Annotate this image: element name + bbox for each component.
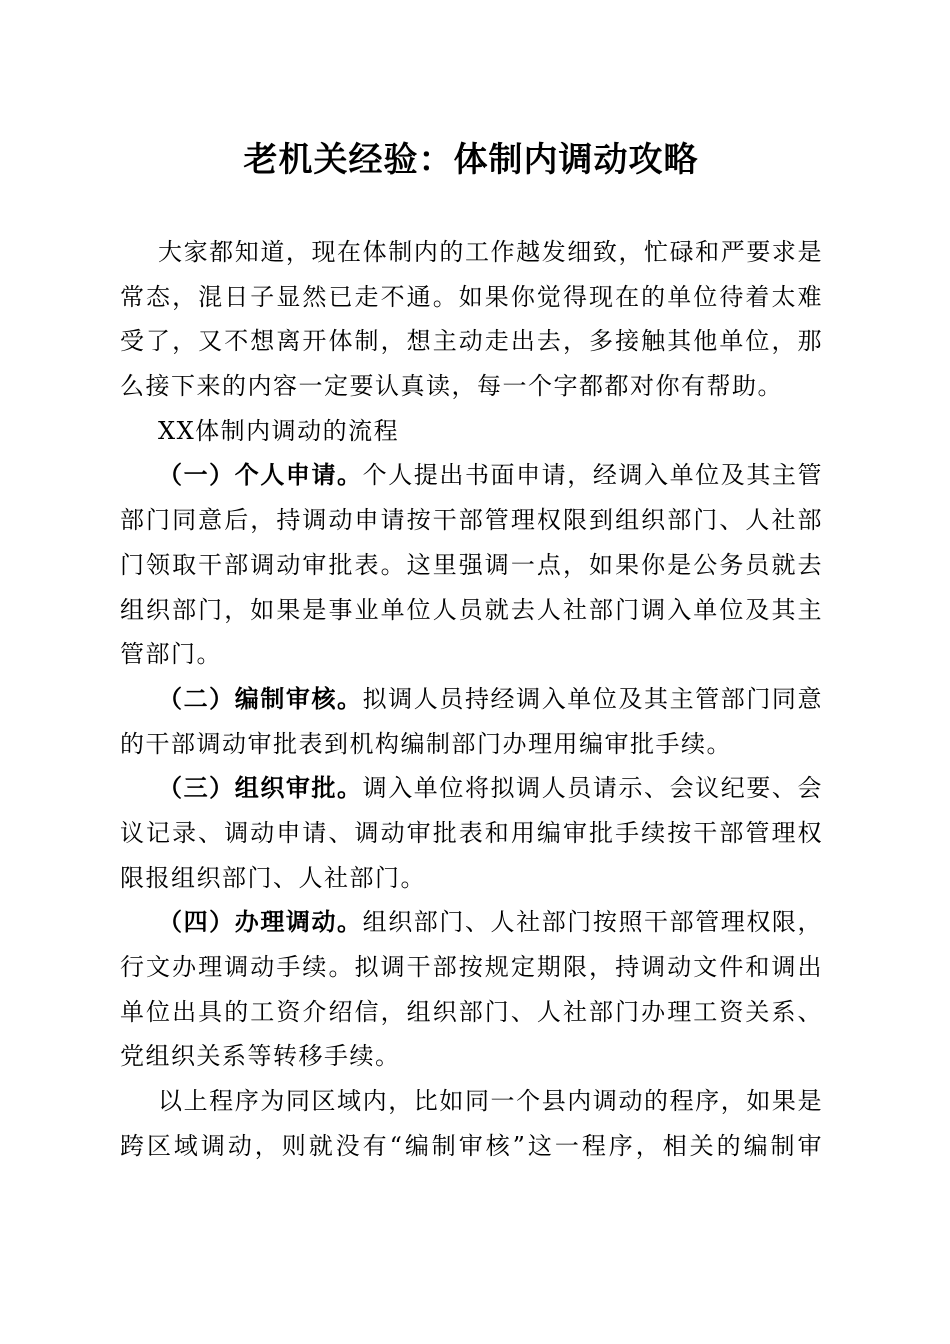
text-line: 党组织关系等转移手续。	[120, 1042, 401, 1071]
step-2-text: 拟调人员持经调入单位及其主管部门同意	[362, 684, 823, 713]
text-line: 受了，又不想离开体制，想主动走出去，多接触其他单位，那	[120, 327, 823, 356]
step-1-title: （一）个人申请。	[158, 460, 363, 490]
text-line	[120, 453, 823, 498]
text-line	[120, 900, 823, 945]
step-3-title: （三）组织审批。	[158, 773, 363, 803]
text-line: 大家都知道，现在体制内的工作越发细致，忙碌和严要求是	[158, 238, 823, 266]
step-4-text: 组织部门、人社部门按照干部管理权限，	[362, 908, 823, 937]
step-1-text: 个人提出书面申请，经调入单位及其主管	[362, 461, 823, 490]
text-line: 议记录、调动申请、调动审批表和用编审批手续按干部管理权	[120, 818, 823, 847]
process-heading-paragraph	[120, 409, 823, 454]
step-4-title: （四）办理调动。	[158, 907, 363, 937]
document-title: 老机关经验：体制内调动攻略	[243, 140, 699, 180]
text-line: 常态，混日子显然已走不通。如果你觉得现在的单位待着太难	[120, 282, 823, 311]
text-line: 的干部调动审批表到机构编制部门办理用编审批手续。	[120, 729, 732, 758]
process-heading: XX体制内调动的流程	[158, 416, 400, 445]
step-2-title: （二）编制审核。	[158, 683, 363, 713]
text-line: 限报组织部门、人社部门。	[120, 863, 426, 892]
text-line: 么接下来的内容一定要认真读，每一个字都都对你有帮助。	[120, 372, 783, 401]
text-line: 行文办理调动手续。拟调干部按规定期限，持调动文件和调出	[120, 953, 823, 981]
text-line	[120, 766, 823, 811]
step-3-text: 调入单位将拟调人员请示、会议纪要、会	[362, 774, 823, 803]
step-2-paragraph	[120, 677, 823, 766]
step-1-paragraph	[120, 453, 823, 676]
document-body	[120, 230, 823, 1168]
text-line: 门领取干部调动审批表。这里强调一点，如果你是公务员就去	[120, 550, 823, 579]
text-line: 组织部门，如果是事业单位人员就去人社部门调入单位及其主	[120, 595, 823, 624]
text-line: 部门同意后，持调动申请按干部管理权限到组织部门、人社部	[120, 506, 823, 535]
intro-paragraph	[120, 230, 823, 409]
step-4-paragraph	[120, 900, 823, 1079]
text-line: 以上程序为同区域内，比如同一个县内调动的程序，如果是	[158, 1087, 823, 1116]
text-line: 管部门。	[120, 640, 222, 669]
text-line: 跨区域调动，则就没有“编制审核”这一程序，相关的编制审	[120, 1131, 823, 1160]
closing-paragraph	[120, 1079, 823, 1168]
text-line: 单位出具的工资介绍信，组织部门、人社部门办理工资关系、	[120, 997, 823, 1026]
step-3-paragraph	[120, 766, 823, 900]
text-line	[120, 677, 823, 722]
